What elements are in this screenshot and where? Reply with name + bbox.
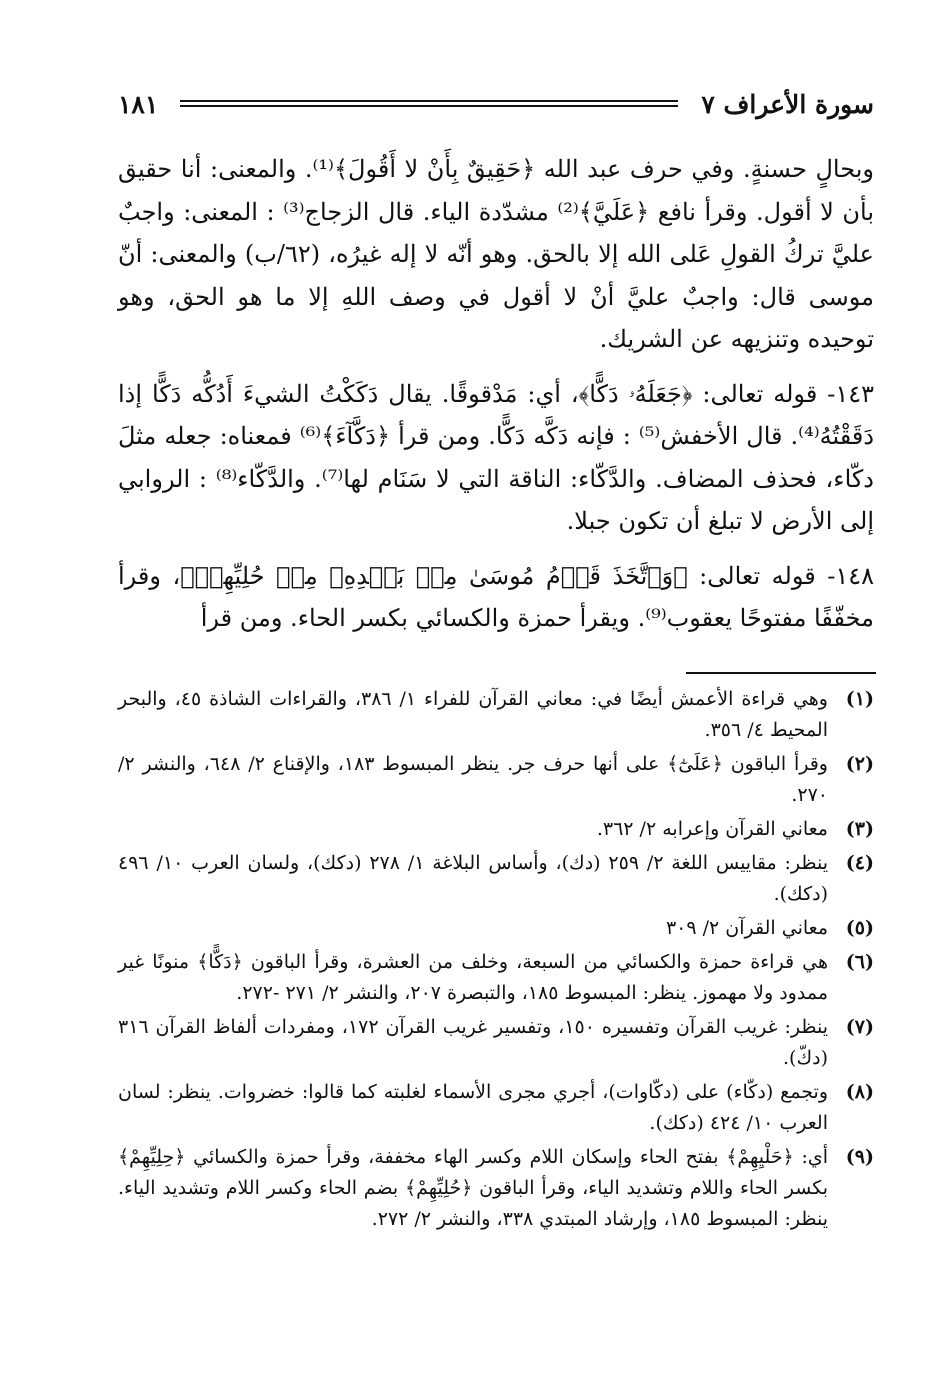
footnote-item — [118, 913, 874, 944]
footnote-text: أي: ﴿حَلْيِهِمْ﴾ بفتح الحاء وإسكان اللام وكسر الهاء مخففة، وقرأ حمزة والكسائي ﴿حِلِيِّهِمْ﴾ بكسر الحاء واللام وتشديد الياء، وقرأ الباقون ﴿حُلِيِّهِمْ﴾ بضم الحاء وكسر اللام وتشديد الياء. ينظر: المبسوط ١٨٥، وإرشاد المبتدي ٣٣٨، والنشر ٢/ ٢٧٢. — [118, 1146, 828, 1230]
footnote-text: معاني القرآن وإعرابه ٢/ ٣٦٢. — [596, 818, 828, 840]
footnote-text: ينظر: غريب القرآن وتفسيره ١٥٠، وتفسير غريب القرآن ١٧٢، ومفردات ألفاظ القرآن ٣١٦ (دكّ). — [118, 1016, 828, 1069]
footnote-number: (٥) — [845, 917, 874, 939]
footnote-number: (٨) — [845, 1081, 874, 1103]
footnotes — [118, 684, 874, 1238]
running-title: سورة الأعراف ٧ — [701, 90, 874, 119]
footnote-text: وقرأ الباقون ﴿عَلَىٰٓ﴾ على أنها حرف جر. ينظر المبسوط ١٨٣، والإقناع ٢/ ٦٤٨، والنشر ٢/ ٢٧٠. — [118, 753, 828, 806]
footnote-text: ينظر: مقاييس اللغة ٢/ ٢٥٩ (دك)، وأساس البلاغة ١/ ٢٧٨ (دكك)، ولسان العرب ١٠/ ٤٩٦ (دكك). — [118, 852, 828, 905]
footnote-item — [118, 1142, 874, 1235]
paragraph-3: ١٤٨- قوله تعالى: ﴿وَٱتَّخَذَ قَوۡمُ مُوسَىٰ مِنۢ بَعۡدِهِۦ مِنۡ حُلِيِّهِمۡ﴾، وقرأ مخفّفًا مفتوحًا يعقوب⁽⁹⁾. ويقرأ حمزة والكسائي بكسر الحاء. ومن قرأ — [118, 561, 874, 632]
footnote-text: وهي قراءة الأعمش أيضًا في: معاني القرآن للفراء ١/ ٣٨٦، والقراءات الشاذة ٤٥، والبحر المحيط ٤/ ٣٥٦. — [118, 688, 828, 741]
footnote-number: (٧) — [845, 1016, 874, 1038]
paragraph-1: وبحالٍ حسنةٍ. وفي حرف عبد الله ﴿حَقِيقٌ بِأَنْ لا أَقُولَ﴾⁽¹⁾. والمعنى: أنا حقيق بأن لا أقول. وقرأ نافع ﴿عَلَيَّ﴾⁽²⁾ مشدّدة الياء. قال الزجاج⁽³⁾ : المعنى: واجبٌ عليَّ تركُ القولِ عَلى الله إلا بالحق. وهو أنّه لا إله غيرُه، (٦٢/ب) والمعنى: أنّ موسى قال: واجبٌ عليَّ أنْ لا أقول في وصف اللهِ إلا ما هو الحق، وهو توحيده وتنزيهه عن الشريك. — [118, 155, 875, 353]
footnote-number: (٢) — [845, 753, 874, 775]
header-double-rule — [180, 100, 678, 107]
footnote-text: هي قراءة حمزة والكسائي من السبعة، وخلف من العشرة، وقرأ الباقون ﴿دَكًّا﴾ منونًا غير ممدود ولا مهموز. ينظر: المبسوط ١٨٥، والتبصرة ٢٠٧، والنشر ٢/ ٢٧١ -٢٧٢. — [118, 951, 828, 1004]
main-text — [118, 148, 874, 658]
footnote-item — [118, 848, 874, 910]
page-number: ١٨١ — [118, 90, 159, 119]
footnote-item — [118, 1012, 874, 1074]
footnote-number: (١) — [845, 688, 874, 710]
footnote-text: معاني القرآن ٢/ ٣٠٩ — [665, 917, 828, 939]
footnote-number: (٩) — [845, 1146, 874, 1168]
footnote-item — [118, 749, 874, 811]
footnote-separator — [686, 672, 876, 674]
footnote-item — [118, 1077, 874, 1139]
footnote-number: (٦) — [845, 951, 874, 973]
paragraph-2: ١٤٣- قوله تعالى: ﴿جَعَلَهُۥ دَكًّا﴾، أي: مَدْقوقًا. يقال دَكَكْتُ الشيءَ أَدُكُّه دَكًّا إذا دَقَقْتُهُ⁽⁴⁾. قال الأخفش⁽⁵⁾ : فإنه دَكَّه دَكًّا. ومن قرأ ﴿دَكَّآءَ﴾⁽⁶⁾ فمعناه: جعله مثلَ دكّاء، فحذف المضاف. والدَّكّاء: الناقة التي لا سَنَام لها⁽⁷⁾. والدَّكّاء⁽⁸⁾ : الروابي إلى الأرض لا تبلغ أن تكون جبلا. — [118, 379, 875, 535]
footnote-item — [118, 947, 874, 1009]
footnote-item — [118, 814, 874, 845]
footnote-text: وتجمع (دكّاء) على (دكّاوات)، أجري مجرى الأسماء لغلبته كما قالوا: خضروات. ينظر: لسان العرب ١٠/ ٤٢٤ (دكك). — [118, 1081, 828, 1134]
footnote-number: (٣) — [845, 818, 874, 840]
page-header — [118, 88, 874, 128]
footnote-item — [118, 684, 874, 746]
footnote-number: (٤) — [845, 852, 874, 874]
